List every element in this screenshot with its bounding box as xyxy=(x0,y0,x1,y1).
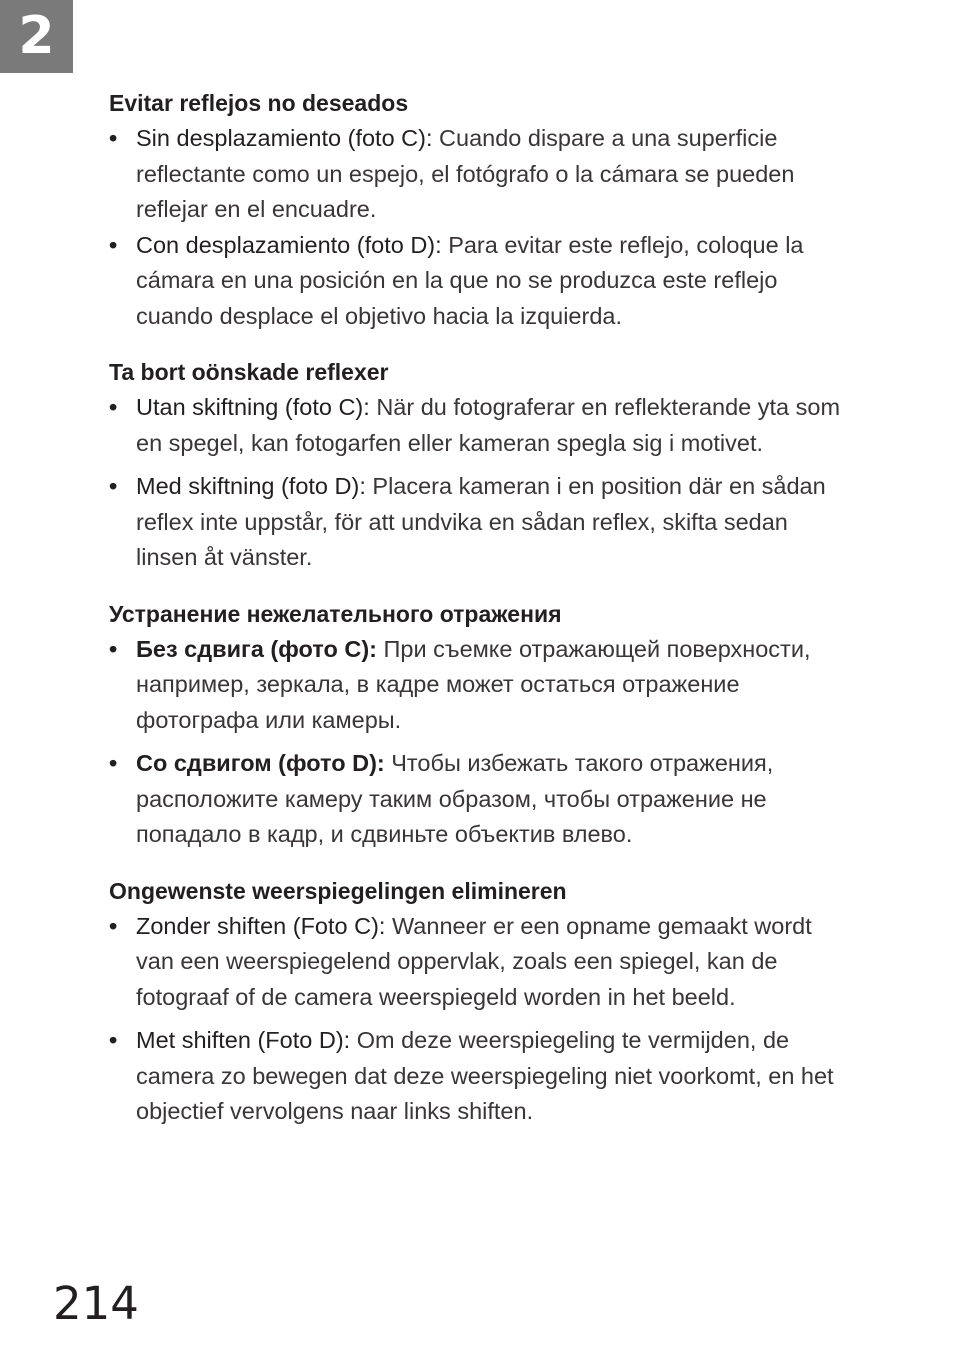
section-dutch xyxy=(109,874,849,1130)
section-spanish xyxy=(109,86,849,334)
item-text: Para evitar este reflejo, coloque la cámara en una posición en la que no se produzca este reflejo cuando desplace el objetivo hacia la izquierda. xyxy=(136,231,804,329)
bullet-icon: • xyxy=(109,1027,118,1053)
list-item xyxy=(109,390,849,461)
item-text: Placera kameran i en position där en sådan reflex inte uppstår, för att undvika en sådan reflex, skifta sedan linsen åt vänster. xyxy=(136,473,826,570)
bullet-list xyxy=(109,909,849,1130)
section-title: Evitar reflejos no deseados xyxy=(109,90,409,116)
bullet-icon: • xyxy=(109,125,118,151)
item-lead: Met shiften (Foto D): xyxy=(136,1027,351,1053)
bullet-list xyxy=(109,121,849,334)
section-russian xyxy=(109,597,849,853)
chapter-tab: 2 xyxy=(0,0,73,73)
item-lead: Sin desplazamiento (foto C): xyxy=(136,125,433,151)
list-item xyxy=(109,746,849,853)
section-title: Ongewenste weerspiegelingen elimineren xyxy=(109,877,567,904)
item-text: Wanneer er een opname gemaakt wordt van een weerspiegelend oppervlak, zoals een spiegel, kan de fotograaf of de camera weerspiegeld worden in het beeld. xyxy=(136,912,812,1010)
document-body xyxy=(109,86,849,1151)
list-item xyxy=(109,909,849,1016)
section-title: Ta bort oönskade reflexer xyxy=(109,359,389,385)
section-title: Устранение нежелательного отражения xyxy=(109,600,562,627)
bullet-list xyxy=(109,390,849,576)
list-item xyxy=(109,228,849,335)
bullet-icon: • xyxy=(109,750,118,776)
bullet-icon: • xyxy=(109,231,118,258)
item-text: Om deze weerspiegeling te vermijden, de camera zo bewegen dat deze weerspiegeling niet voorkomt, en het objectief vervolgens naar links shiften. xyxy=(136,1027,834,1124)
item-lead: Со сдвигом (фото D): xyxy=(136,750,385,776)
item-lead: Utan skiftning (foto C): xyxy=(136,394,370,420)
bullet-list xyxy=(109,632,849,853)
list-item xyxy=(109,1023,849,1130)
item-lead: Med skiftning (foto D): xyxy=(136,473,366,499)
list-item xyxy=(109,469,849,576)
section-swedish xyxy=(109,355,849,576)
item-text: Cuando dispare a una superficie reflectante como un espejo, el fotógrafo o la cámara se pueden reflejar en el encuadre. xyxy=(136,125,795,222)
item-text: При съемке отражающей поверхности, например, зеркала, в кадре может остаться отражение фотографа или камеры. xyxy=(136,635,811,733)
item-text: Чтобы избежать такого отражения, расположите камеру таким образом, чтобы отражение не попадало в кадр, и сдвиньте объектив влево. xyxy=(136,750,774,847)
bullet-icon: • xyxy=(109,912,118,939)
list-item xyxy=(109,121,849,228)
item-lead: Без сдвига (фото C): xyxy=(136,635,377,662)
item-lead: Zonder shiften (Foto C): xyxy=(136,912,386,939)
bullet-icon: • xyxy=(109,635,118,662)
bullet-icon: • xyxy=(109,473,118,499)
item-text: När du fotograferar en reflekterande yta som en spegel, kan fotogarfen eller kameran spegla sig i motivet. xyxy=(136,394,841,456)
page-number: 214 xyxy=(53,1277,139,1330)
bullet-icon: • xyxy=(109,394,118,420)
list-item xyxy=(109,632,849,739)
item-lead: Con desplazamiento (foto D): xyxy=(136,231,442,258)
